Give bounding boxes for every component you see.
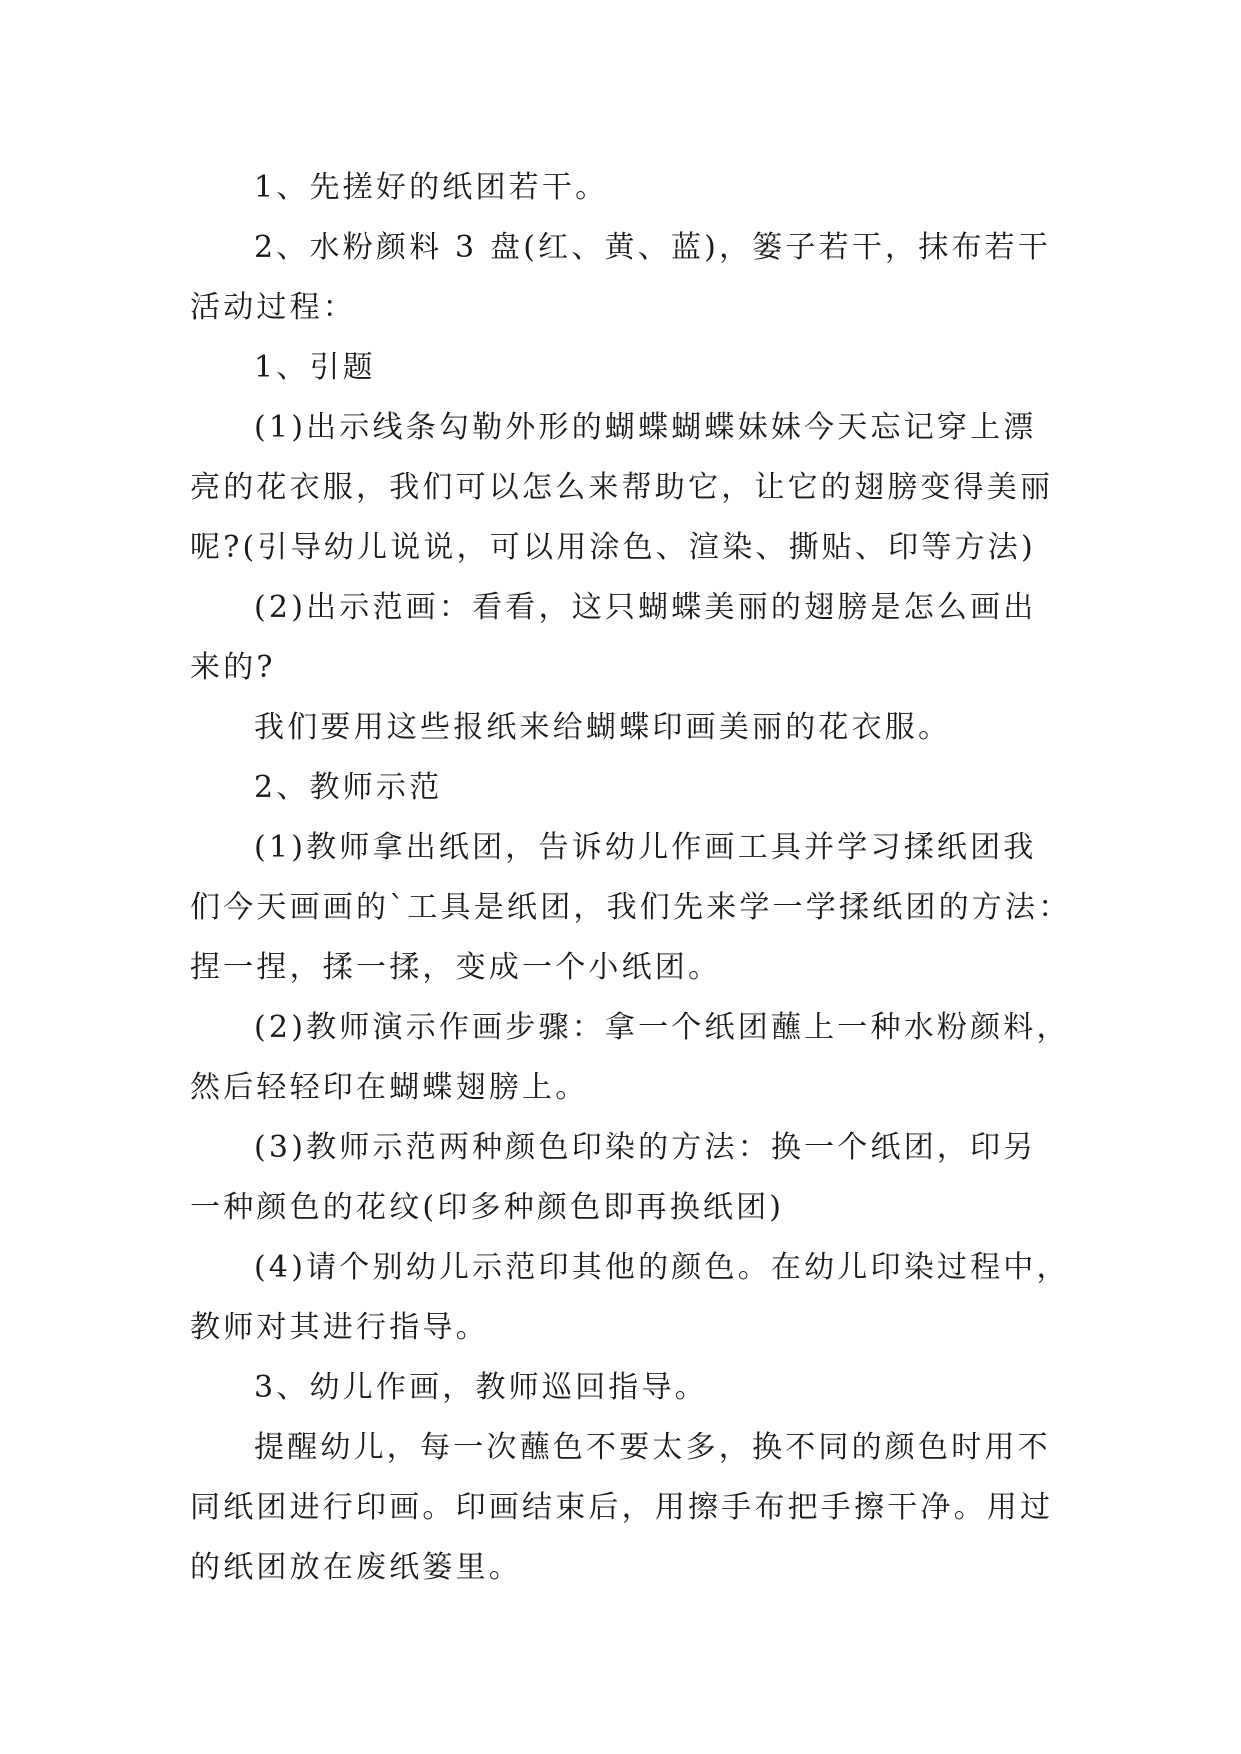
text-line: 2、教师示范 [254, 770, 443, 805]
text-line: 我们要用这些报纸来给蝴蝶印画美丽的花衣服。 [254, 710, 952, 745]
text-line: 2、水粉颜料 3 盘(红、黄、蓝)，篓子若干，抹布若干 [254, 230, 1052, 265]
text-line: 同纸团进行印画。印画结束后，用擦手布把手擦干净。用过 [190, 1490, 1054, 1525]
text-line: (1)教师拿出纸团，告诉幼儿作画工具并学习揉纸团我 [254, 830, 1037, 865]
text-line: 1、先搓好的纸团若干。 [254, 170, 609, 205]
text-line: (2)出示范画：看看，这只蝴蝶美丽的翅膀是怎么画出 [254, 590, 1037, 625]
text-line: 的纸团放在废纸篓里。 [190, 1550, 522, 1585]
text-line: 呢?(引导幼儿说说，可以用涂色、渲染、撕贴、印等方法) [190, 530, 1036, 565]
text-line: 们今天画画的`工具是纸团，我们先来学一学揉纸团的方法： [190, 890, 1072, 925]
text-line: 活动过程： [190, 290, 356, 325]
text-line: 1、引题 [254, 350, 376, 385]
text-line: 来的? [190, 650, 276, 685]
text-line: 教师对其进行指导。 [190, 1310, 489, 1345]
text-line: (4)请个别幼儿示范印其他的颜色。在幼儿印染过程中， [254, 1250, 1070, 1285]
text-line: 3、幼儿作画，教师巡回指导。 [254, 1370, 708, 1405]
text-line: (3)教师示范两种颜色印染的方法：换一个纸团，印另 [254, 1130, 1037, 1165]
document-page [190, 158, 1072, 1598]
text-line: (2)教师演示作画步骤：拿一个纸团蘸上一种水粉颜料， [254, 1010, 1070, 1045]
text-line: 一种颜色的花纹(印多种颜色即再换纸团) [190, 1190, 785, 1225]
text-line: 捏一捏，揉一揉，变成一个小纸团。 [190, 950, 722, 985]
text-line: (1)出示线条勾勒外形的蝴蝶蝴蝶妹妹今天忘记穿上漂 [254, 410, 1037, 445]
text-line: 亮的花衣服，我们可以怎么来帮助它，让它的翅膀变得美丽 [190, 470, 1054, 505]
text-line: 提醒幼儿，每一次蘸色不要太多，换不同的颜色时用不 [254, 1430, 1051, 1465]
text-line: 然后轻轻印在蝴蝶翅膀上。 [190, 1070, 589, 1105]
